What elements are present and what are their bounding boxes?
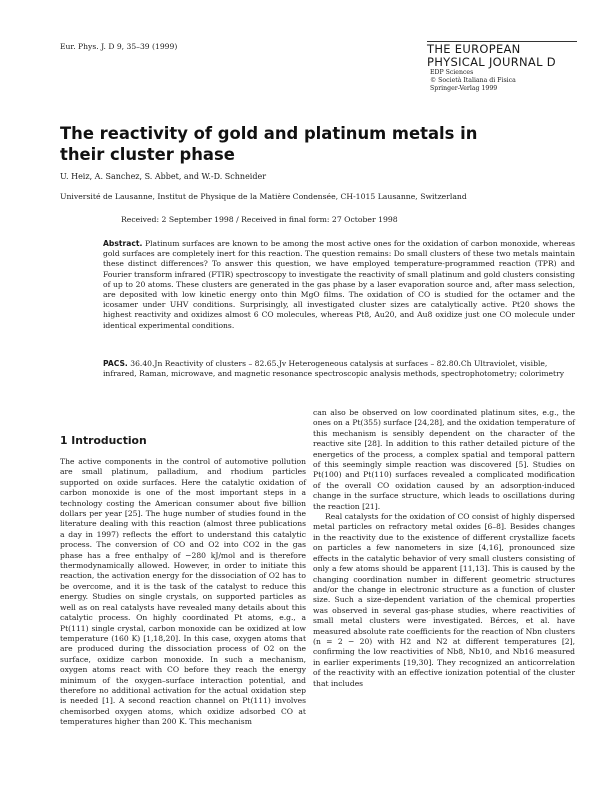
- right-paragraph-2: Real catalysts for the oxidation of CO consist of highly dispersed metal particles on refractory metal oxides [6–8]. Besides changes in the reactivity due to the existence of different crystallize facets on particles a few nanometers in size [4,16], pronounced size effects in the catalytic behavior of very small clusters consisting of only a few atoms should be apparent [11,13]. This is caused by the changing coordination number in different geometric structures and/or the change in electronic structure as a function of cluster size. Such a size-dependent variation of the chemical properties was observed in several gas-phase studies, where reactivities of small metal clusters were investigated. Bérces, et al. have measured absolute rate coefficients for the reaction of Nbn clusters (n = 2 − 20) with H2 and N2 at different temperatures [2], confirming the low reactivities of Nb8, Nb10, and Nb16 measured in earlier experiments [19,30]. They recognized an anticorrelation of the reactivity with an effective ionization potential of the cluster that includes: [313, 512, 575, 688]
- journal-masthead: [427, 41, 577, 93]
- left-paragraph: The active components in the control of automotive pollution are small platinum, palladium, and rhodium particles supported on oxide surfaces. Here the catalytic oxidation of carbon monoxide is one of the most important steps in a technology costing the American consumer about five billion dollars per year [25]. The huge number of studies found in the literature dealing with this reaction (almost three publications a day in 1997) reflects the effort to understand this catalytic process. The conversion of CO and O2 into CO2 in the gas phase has a free enthalpy of −280 kJ/mol and is therefore thermodynamically allowed. However, in order to initiate this reaction, the activation energy for the dissociation of O2 has to be overcome, and it is the task of the catalyst to reduce this energy. Studies on single crystals, on supported particles as well as on real catalysts have revealed many details about this catalytic process. On highly coordinated Pt atoms, e.g., a Pt(111) single crystal, carbon monoxide can be oxidized at low temperature (160 K) [1,18,20]. In this case, oxygen atoms that are produced during the dissociation process of O2 on the surface, oxidize carbon monoxide. In such a mechanism, oxygen atoms react with CO before they reach the energy minimum of the oxygen–surface interaction potential, and therefore no additional activation for the actual oxidation step is needed [1]. A second reaction channel on Pt(111) involves chemisorbed oxygen atoms, which oxidize adsorbed CO at temperatures higher than 200 K. This mechanism: [60, 457, 306, 727]
- publisher-2: © Società Italiana di Fisica: [430, 77, 516, 84]
- abstract: [103, 239, 575, 331]
- publisher-3: Springer-Verlag 1999: [430, 85, 498, 92]
- pacs: [103, 359, 575, 379]
- received-dates: Received: 2 September 1998 / Received in final form: 27 October 1998: [121, 215, 398, 224]
- right-paragraph-1: can also be observed on low coordinated platinum sites, e.g., the ones on a Pt(355) surface [24,28], and the oxidation temperature of this mechanism is sensibly dependent on the character of the reactive site [28]. In addition to this rather detailed picture of the energetics of the process, a complex spatial and temporal pattern of this seemingly simple reaction was discovered [5]. Studies on Pt(100) and Pt(110) surfaces revealed a complicated modification of the overall CO oxidation caused by an adsorption-induced change in the surface structure, which leads to oscillations during the reaction [21].: [313, 408, 575, 511]
- journal-title-line2: PHYSICAL JOURNAL D: [427, 55, 556, 69]
- affiliation: Université de Lausanne, Institut de Physique de la Matière Condensée, CH-1015 Lausanne, Switzerland: [60, 192, 467, 201]
- citation: Eur. Phys. J. D 9, 35–39 (1999): [60, 42, 178, 51]
- article-title: The reactivity of gold and platinum metals in their cluster phase: [60, 124, 478, 164]
- publisher-1: EDP Sciences: [430, 69, 474, 76]
- section-heading: 1 Introduction: [60, 434, 147, 447]
- left-column: [60, 457, 306, 728]
- abstract-text: Platinum surfaces are known to be among the most active ones for the oxidation of carbon monoxide, whereas gold surfaces are completely inert for this reaction. The question remains: Do small clusters of these two metals maintain these distinct differences? To answer this question, we have employed temperature-programmed reaction (TPR) and Fourier transform infrared (FTIR) spectroscopy to investigate the reactivity of small platinum and gold clusters consisting of up to 20 atoms. These clusters are generated in the gas phase by a laser evaporation source and, after mass selection, are deposited with low kinetic energy onto thin MgO films. The oxidation of CO is studied for the octamer and the icosamer under UHV conditions. Surprisingly, all investigated cluster sizes are catalytically active. Pt20 shows the highest reactivity and oxidizes almost 6 CO molecules, whereas Pt8, Au20, and Au8 oxidize just one CO molecule under identical experimental conditions.: [103, 239, 575, 330]
- right-column: [313, 408, 575, 689]
- authors: U. Heiz, A. Sanchez, S. Abbet, and W.-D. Schneider: [60, 172, 267, 181]
- pacs-label: PACS.: [103, 359, 128, 368]
- journal-title-line1: THE EUROPEAN: [427, 41, 577, 56]
- pacs-text: 36.40.Jn Reactivity of clusters – 82.65.Jv Heterogeneous catalysis at surfaces – 82.80.Ch Ultraviolet, visible, infrared, Raman, microwave, and magnetic resonance spectroscopic analysis methods, spectrophotometry; colorimetry: [103, 359, 564, 379]
- abstract-label: Abstract.: [103, 239, 143, 248]
